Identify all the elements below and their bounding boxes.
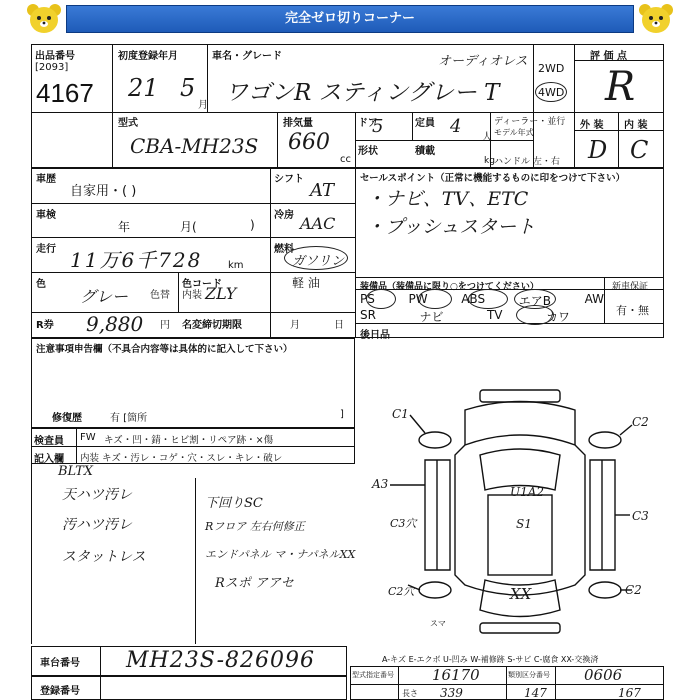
color-code-value: ZLY (205, 284, 237, 303)
recycle-label: R券 (36, 320, 54, 331)
model-year-label: モデル年式 (494, 128, 534, 137)
equip-airbag: エアB (518, 294, 551, 308)
length-label: 長さ (402, 689, 418, 698)
category-label: 類別区分番号 (508, 671, 550, 679)
diagram-legend: A-キズ E-エクボ U-凹み W-補修跡 S-サビ C-腐食 XX-交換済 (382, 655, 599, 664)
handle-label: ハンドル 左・右 (494, 157, 560, 167)
inspector-label: 検査員 (34, 436, 64, 447)
note-6: Rフロア 左右何修正 (205, 520, 305, 533)
mark-c3-left: C3穴 (390, 517, 417, 530)
equip-tv: TV (486, 308, 503, 322)
new-car-label: 新車保証 (612, 282, 649, 292)
exterior-label: 外 装 (580, 120, 604, 131)
capacity-value: 4 (450, 116, 462, 137)
recycle-unit: 円 (160, 320, 170, 331)
note-2: 天ハツ汚レ (62, 487, 132, 503)
equipment-label: 装備品（装備品に限り○をつけてください） (360, 282, 539, 292)
mark-suma: スマ (430, 619, 446, 628)
doors-label: ドア (358, 118, 378, 129)
mascot-right-icon (636, 2, 676, 34)
exterior-value: D (588, 136, 608, 164)
selling-points-line2: ・プッシュスタート (366, 216, 536, 238)
length-value: 339 (440, 686, 463, 700)
mark-c3: C3 (632, 509, 649, 523)
mark-u1a2: U1A2 (510, 485, 545, 499)
grade-value: R (605, 64, 636, 110)
note-1: BLTX (58, 464, 94, 479)
lot-number: 4167 (36, 78, 94, 108)
mileage-value: 11万6千728 (70, 248, 203, 272)
warranty-value: 有・無 (616, 304, 649, 317)
fuel-label: 燃料 (274, 244, 294, 255)
reg-month-unit: 月 (198, 100, 208, 111)
color-label: 色 (36, 279, 46, 290)
spec-value: 16170 (432, 666, 480, 684)
header-banner (66, 5, 634, 33)
registration-label: 登録番号 (40, 686, 80, 697)
deadline-label: 名変締切期限 (182, 320, 242, 331)
mark-c2-left: C2穴 (388, 585, 415, 598)
color-code-label: 色コード (182, 279, 222, 290)
aircon-label: 冷房 (274, 210, 294, 221)
drive-4wd: 4WD (538, 86, 565, 99)
deadline-month: 月 (290, 320, 300, 331)
equip-pw: PW (408, 292, 428, 306)
equip-aw: AW (584, 292, 604, 306)
mark-s1: S1 (516, 517, 532, 531)
capacity-unit: 人 (482, 132, 492, 143)
name-label: 車名・グレード (212, 51, 282, 62)
dealer-label: ディーラー・並行 (494, 117, 566, 127)
category-value: 0606 (584, 666, 623, 684)
load-label: 積載 (415, 146, 435, 157)
mark-c2-bottom: C2 (625, 583, 642, 597)
selling-points-label: セールスポイント（正常に機能するものに印をつけて下さい） (360, 173, 626, 184)
inspection-year: 年 (118, 220, 131, 234)
shape-label: 形状 (358, 146, 378, 157)
inspector-fw: FW (80, 432, 96, 443)
mark-xx: XX (510, 585, 532, 603)
displacement-label: 排気量 (283, 118, 313, 129)
mark-c1: C1 (392, 407, 409, 421)
displacement-unit: cc (340, 154, 351, 165)
entry-marks: 内装 キズ・汚レ・コゲ・穴・スレ・キレ・破レ (80, 453, 283, 464)
note-8: Rスポ アアセ (215, 576, 294, 591)
interior-value: C (630, 136, 649, 164)
displacement-value: 660 (288, 130, 330, 155)
history-label: 車歴 (36, 174, 56, 185)
inspection-close: ) (250, 218, 255, 232)
repair-close: ] (340, 409, 344, 420)
drive-2wd: 2WD (538, 62, 565, 75)
inspector-marks: キズ・凹・錆・ヒビ割・リペア跡・×傷 (104, 435, 274, 446)
audio-note: オーディオレス (438, 54, 528, 69)
note-7: エンドパネル マ・ナパネルXX (205, 548, 356, 561)
shift-label: シフト (274, 174, 304, 185)
shift-value: AT (310, 180, 335, 201)
history-value: 自家用・( ) (70, 184, 137, 199)
inspection-month: 月( (180, 220, 197, 234)
equip-sr: SR (360, 308, 376, 322)
reg-year: 21 (128, 74, 159, 102)
load-unit: kg (484, 156, 495, 166)
car-name: ワゴンR スティングレー T (225, 80, 500, 106)
height-value: 167 (618, 686, 641, 700)
equip-leather: カワ (545, 310, 570, 324)
capacity-label: 定員 (415, 118, 435, 129)
trim-label: 色替 (150, 290, 170, 301)
selling-points-line1: ・ナビ、TV、ETC (366, 188, 529, 210)
note-5: 下回りSC (205, 496, 263, 511)
fuel-diesel: 軽 油 (292, 276, 320, 290)
chassis-value: MH23S-826096 (126, 648, 315, 673)
reg-month: 5 (180, 74, 196, 102)
doors-value: 5 (372, 116, 384, 137)
note-3: 汚ハツ汚レ (62, 517, 132, 533)
interior-color-label: 内装 (182, 290, 202, 301)
lot-sub: [2093] (35, 62, 69, 73)
note-4: スタットレス (62, 549, 146, 565)
mark-a3: A3 (372, 477, 389, 491)
equip-abs: ABS (461, 292, 486, 306)
model-label: 型式 (118, 118, 138, 129)
entry-label: 記入欄 (34, 454, 64, 465)
reg-label: 初度登録年月 (118, 51, 178, 62)
recycle-value: 9,880 (86, 312, 144, 336)
car-damage-diagram (370, 385, 660, 640)
spec-label: 型式指定番号 (352, 671, 394, 679)
drive-4wd-circle (535, 82, 567, 102)
deadline-day: 日 (334, 320, 344, 331)
inspection-label: 車検 (36, 210, 56, 221)
equip-ps: PS (360, 292, 375, 306)
page-title: 完全ゼロ切りコーナー (284, 11, 415, 26)
aircon-value: AAC (300, 214, 336, 233)
chassis-label: 車台番号 (40, 658, 80, 669)
repair-label: 修復歴 (52, 413, 82, 424)
mileage-label: 走行 (36, 244, 56, 255)
rear-seat-label: 後日品 (360, 330, 390, 341)
equip-navi: ナビ (419, 310, 444, 324)
repair-value: 有 [箇所 (110, 413, 148, 424)
fuel-gasoline-circle (284, 246, 348, 270)
width-value: 147 (524, 686, 547, 700)
interior-label: 内 装 (624, 120, 648, 131)
remarks-label: 注意事項申告欄（不具合内容等は具体的に記入して下さい） (36, 344, 293, 355)
model-value: CBA-MH23S (130, 134, 259, 158)
fuel-gasoline: ガソリン (292, 254, 345, 269)
grade-label: 評 価 点 (590, 51, 627, 62)
mascot-left-icon (24, 2, 64, 34)
mileage-unit: km (228, 260, 244, 271)
color-value: グレー (80, 287, 129, 306)
lot-label: 出品番号 (35, 51, 75, 62)
mark-c2-top: C2 (632, 415, 649, 429)
